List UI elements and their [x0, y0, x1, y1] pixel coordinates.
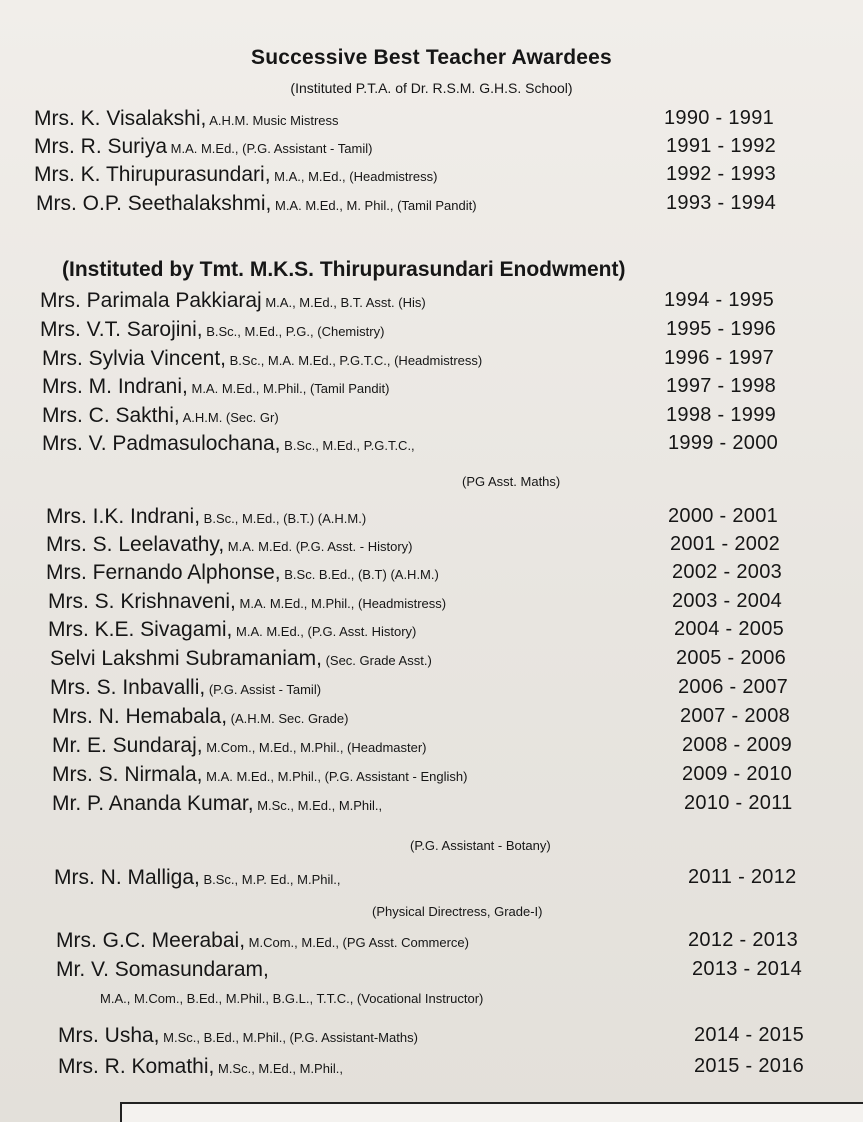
award-year: 2011 - 2012 — [688, 866, 797, 888]
awardee-name-text: Mrs. C. Sakthi, — [42, 404, 180, 427]
awardee-name-text: Mrs. O.P. Seethalakshmi, — [36, 192, 272, 215]
awardee-qualification: M.A. M.Ed., (P.G. Assistant - Tamil) — [167, 141, 373, 156]
awardee-name-text: Mrs. K. Visalakshi, — [34, 107, 207, 130]
awardee-qualification: B.Sc. B.Ed., (B.T) (A.H.M.) — [280, 567, 439, 582]
awardee-name — [56, 958, 269, 982]
awardee-row — [0, 404, 863, 434]
awardee-name — [48, 618, 416, 642]
awardee-row — [0, 163, 863, 193]
awardee-row — [0, 792, 863, 822]
awardee-qualification: B.Sc., M.Ed., (B.T.) (A.H.M.) — [200, 511, 367, 526]
awardee-row — [0, 1055, 863, 1085]
awardee-name — [54, 866, 341, 890]
awardee-row — [0, 929, 863, 959]
award-year: 2013 - 2014 — [692, 958, 803, 980]
award-year: 1996 - 1997 — [664, 347, 775, 369]
awardee-qualification-continued: (Physical Directress, Grade-I) — [372, 904, 543, 919]
awardee-qualification: (A.H.M. Sec. Grade) — [227, 711, 349, 726]
award-year: 2006 - 2007 — [678, 676, 789, 698]
awardee-row — [0, 866, 863, 896]
award-year: 2009 - 2010 — [682, 763, 793, 785]
awardee-name-text: Mrs. S. Leelavathy, — [46, 533, 225, 556]
award-year: 1993 - 1994 — [666, 192, 777, 214]
awardee-name-text: Mrs. Parimala Pakkiaraj — [40, 289, 262, 312]
award-year: 2005 - 2006 — [676, 647, 787, 669]
awardee-row — [0, 590, 863, 620]
award-year: 2004 - 2005 — [674, 618, 785, 640]
awardee-name — [34, 135, 372, 159]
awardee-qualification: M.A., M.Ed., (Headmistress) — [270, 169, 438, 184]
awardee-qualification: M.A. M.Ed., M. Phil., (Tamil Pandit) — [271, 198, 477, 213]
awardee-name — [34, 163, 437, 187]
awardee-name-text: Mrs. V.T. Sarojini, — [40, 318, 203, 341]
award-year: 1998 - 1999 — [666, 404, 777, 426]
awardee-name-text: Mrs. S. Nirmala, — [52, 763, 203, 786]
awardee-name — [52, 763, 467, 787]
awardee-qualification-continued: (P.G. Assistant - Botany) — [410, 838, 551, 853]
awardee-qualification: B.Sc., M.Ed., P.G., (Chemistry) — [202, 324, 385, 339]
awardee-name-text: Mr. E. Sundaraj, — [52, 734, 203, 757]
awardee-name — [42, 404, 279, 428]
awardee-name — [56, 929, 469, 953]
awardee-row — [0, 958, 863, 988]
awardee-name — [40, 289, 426, 313]
awardee-name-text: Mrs. Usha, — [58, 1024, 160, 1047]
awardee-name — [58, 1055, 343, 1079]
awardee-name — [42, 347, 482, 371]
awardee-qualification: M.Com., M.Ed., M.Phil., (Headmaster) — [202, 740, 427, 755]
awardee-name — [52, 792, 382, 816]
awardee-name — [40, 318, 384, 342]
awardee-qualification: M.A., M.Ed., B.T. Asst. (His) — [261, 295, 426, 310]
awardee-qualification: B.Sc., M.A. M.Ed., P.G.T.C., (Headmistress) — [226, 353, 483, 368]
awardee-name-text: Mr. V. Somasundaram, — [56, 958, 269, 981]
awardee-row — [0, 432, 863, 462]
awardee-name — [52, 734, 427, 758]
awardee-qualification: A.H.M. Music Mistress — [206, 113, 339, 128]
awardee-row — [0, 533, 863, 563]
section-heading-endowment: (Instituted by Tmt. M.K.S. Thirupurasundari Enodwment) — [62, 258, 626, 281]
awardee-row — [0, 705, 863, 735]
awardee-qualification: M.A. M.Ed., M.Phil., (Tamil Pandit) — [187, 381, 390, 396]
awardee-row — [0, 618, 863, 648]
awardee-name — [50, 676, 321, 700]
awardee-qualification-continued: (PG Asst. Maths) — [462, 474, 561, 489]
awardee-name-text: Mrs. N. Hemabala, — [52, 705, 228, 728]
awardee-name — [46, 561, 439, 585]
awardee-row — [0, 375, 863, 405]
awardee-name-text: Mrs. I.K. Indrani, — [46, 505, 201, 528]
awardee-qualification: M.A. M.Ed., (P.G. Asst. History) — [232, 624, 417, 639]
awardee-row — [0, 561, 863, 591]
award-year: 2003 - 2004 — [672, 590, 783, 612]
awardee-qualification: M.A. M.Ed., M.Phil., (Headmistress) — [235, 596, 447, 611]
award-year: 1999 - 2000 — [668, 432, 779, 454]
awardee-name-text: Mrs. R. Suriya — [34, 135, 168, 158]
awardee-qualification: A.H.M. (Sec. Gr) — [179, 410, 279, 425]
awardee-name-text: Mrs. Sylvia Vincent, — [42, 347, 227, 370]
awardee-name-text: Mrs. Fernando Alphonse, — [46, 561, 281, 584]
award-year: 1995 - 1996 — [666, 318, 777, 340]
awardee-row — [0, 289, 863, 319]
award-year: 2001 - 2002 — [670, 533, 781, 555]
awardee-row — [0, 676, 863, 706]
awardee-name-text: Mrs. S. Krishnaveni, — [48, 590, 236, 613]
awardee-name-text: Mr. P. Ananda Kumar, — [52, 792, 254, 815]
awardee-qualification: M.Sc., M.Ed., M.Phil., — [214, 1061, 343, 1076]
awardee-qualification: M.Com., M.Ed., (PG Asst. Commerce) — [245, 935, 469, 950]
award-year: 1992 - 1993 — [666, 163, 777, 185]
awardee-name-text: Mrs. K.E. Sivagami, — [48, 618, 233, 641]
awardee-row — [0, 347, 863, 377]
awardee-name-text: Selvi Lakshmi Subramaniam, — [50, 647, 322, 670]
awardee-name — [58, 1024, 418, 1048]
award-year: 2012 - 2013 — [688, 929, 799, 951]
award-year: 2014 - 2015 — [694, 1024, 805, 1046]
awardee-name-text: Mrs. R. Komathi, — [58, 1055, 215, 1078]
page-bottom-border — [120, 1102, 863, 1122]
awardee-row — [0, 763, 863, 793]
awardee-qualification: B.Sc., M.P. Ed., M.Phil., — [199, 872, 341, 887]
awardee-name-text: Mrs. K. Thirupurasundari, — [34, 163, 271, 186]
awardee-qualification: (P.G. Assist - Tamil) — [205, 682, 322, 697]
award-year: 2002 - 2003 — [672, 561, 783, 583]
awardee-name — [52, 705, 348, 729]
awardee-qualification: M.Sc., M.Ed., M.Phil., — [253, 798, 383, 813]
awardee-qualification: M.Sc., B.Ed., M.Phil., (P.G. Assistant-Maths) — [159, 1030, 418, 1045]
awardee-row — [0, 1024, 863, 1054]
awardee-name-text: Mrs. N. Malliga, — [54, 866, 200, 889]
awardee-name-text: Mrs. M. Indrani, — [42, 375, 188, 398]
awardee-qualification: M.A. M.Ed., M.Phil., (P.G. Assistant - English) — [202, 769, 468, 784]
awardee-qualification: (Sec. Grade Asst.) — [321, 653, 432, 668]
awardee-name — [34, 107, 339, 131]
award-year: 2010 - 2011 — [684, 792, 793, 814]
awardee-name — [36, 192, 477, 216]
award-year: 2015 - 2016 — [694, 1055, 805, 1077]
awardee-row — [0, 734, 863, 764]
awardee-name — [48, 590, 446, 614]
awardee-name-text: Mrs. V. Padmasulochana, — [42, 432, 281, 455]
awardee-row — [0, 318, 863, 348]
awardee-qualification: B.Sc., M.Ed., P.G.T.C., — [280, 438, 415, 453]
awardee-qualification-continued: M.A., M.Com., B.Ed., M.Phil., B.G.L., T.T.C., (Vocational Instructor) — [100, 991, 484, 1006]
awardee-row — [0, 192, 863, 222]
awardee-row — [0, 107, 863, 137]
award-year: 1997 - 1998 — [666, 375, 777, 397]
awardee-qualification: M.A. M.Ed. (P.G. Asst. - History) — [224, 539, 413, 554]
awardee-name — [42, 432, 415, 456]
awardee-row — [0, 505, 863, 535]
award-year: 1991 - 1992 — [666, 135, 777, 157]
award-year: 1994 - 1995 — [664, 289, 775, 311]
award-year: 1990 - 1991 — [664, 107, 775, 129]
awardee-name — [46, 533, 412, 557]
awardee-row — [0, 135, 863, 165]
awardee-name — [42, 375, 389, 399]
awardee-name-text: Mrs. G.C. Meerabai, — [56, 929, 246, 952]
award-year: 2007 - 2008 — [680, 705, 791, 727]
award-year: 2000 - 2001 — [668, 505, 779, 527]
awardee-name-text: Mrs. S. Inbavalli, — [50, 676, 206, 699]
awardee-name — [50, 647, 432, 671]
page-title: Successive Best Teacher Awardees — [251, 46, 612, 69]
page-subtitle: (Instituted P.T.A. of Dr. R.S.M. G.H.S. School) — [290, 80, 573, 96]
awardee-name — [46, 505, 366, 529]
awardee-row — [0, 647, 863, 677]
award-year: 2008 - 2009 — [682, 734, 793, 756]
